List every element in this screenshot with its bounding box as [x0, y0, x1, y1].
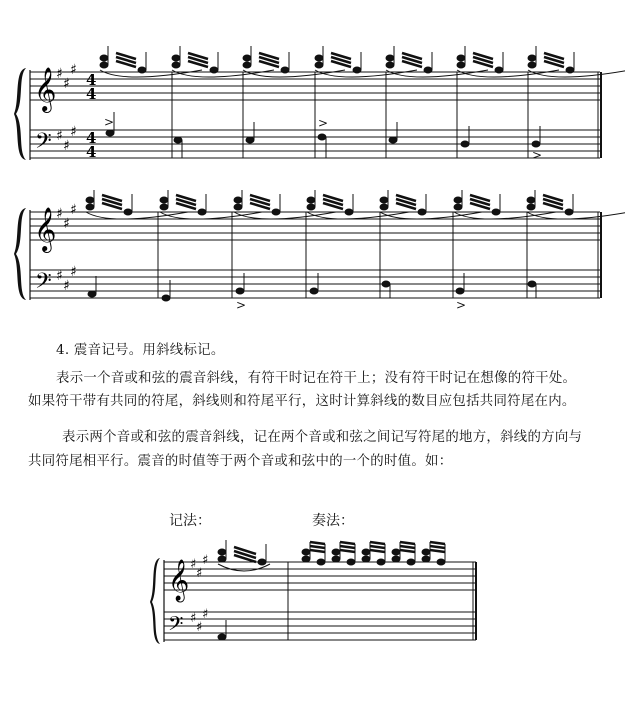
- svg-text:♯: ♯: [70, 124, 77, 140]
- svg-text:>: >: [532, 148, 543, 162]
- brace: [150, 558, 160, 644]
- key-signature-icon: [56, 62, 77, 154]
- score-system-1: [0, 30, 625, 200]
- svg-text:♯: ♯: [202, 607, 209, 622]
- svg-text:♯: ♯: [70, 62, 77, 78]
- svg-text:4: 4: [86, 129, 97, 147]
- svg-text:♯: ♯: [56, 206, 63, 222]
- bass-clef-icon: 𝄢: [35, 269, 52, 299]
- svg-text:>: >: [104, 115, 115, 129]
- svg-text:♯: ♯: [56, 268, 63, 284]
- svg-text:>: >: [236, 298, 247, 312]
- svg-text:>: >: [456, 298, 467, 312]
- tremolo-figure: [454, 190, 556, 219]
- brace: [14, 208, 26, 300]
- tremolo-figure: [234, 190, 336, 219]
- svg-text:♯: ♯: [196, 620, 203, 635]
- performance-label: 奏法：: [312, 513, 354, 529]
- section-heading: 4. 震音记号。用斜线标记。: [56, 343, 225, 358]
- bass-clef-icon: 𝄢: [35, 129, 52, 159]
- key-signature-icon: [190, 553, 208, 635]
- svg-text:>: >: [318, 116, 329, 130]
- paragraph-1-line-2: 如果符干带有共同的符尾，斜线则和符尾平行，这时计算斜线的数目应包括共同符尾在内。: [28, 394, 576, 409]
- paragraph-1-line-1: 表示一个音或和弦的震音斜线，有符干时记在符干上；没有符干时记在想像的符干处。: [56, 371, 577, 386]
- svg-text:♯: ♯: [70, 202, 77, 218]
- key-signature-icon: [56, 202, 77, 294]
- brace: [14, 68, 26, 160]
- svg-text:4: 4: [86, 71, 97, 89]
- treble-clef-icon: 𝄞: [34, 67, 57, 111]
- svg-text:♯: ♯: [196, 566, 203, 581]
- treble-clef-icon: 𝄞: [34, 207, 57, 251]
- paragraph-2-line-2: 共同符尾相平行。震音的时值等于两个音或和弦中的一个的时值。如：: [28, 454, 453, 469]
- svg-text:♯: ♯: [70, 264, 77, 280]
- treble-clef-icon: 𝄞: [168, 560, 190, 601]
- notation-label: 记法：: [169, 513, 211, 529]
- tremolo-figure: [160, 190, 262, 219]
- svg-text:♯: ♯: [190, 557, 197, 572]
- svg-text:♯: ♯: [63, 216, 70, 232]
- svg-text:♯: ♯: [63, 138, 70, 154]
- tremolo-figure: [86, 190, 188, 219]
- score-example: [0, 530, 625, 660]
- svg-text:4: 4: [86, 85, 97, 103]
- svg-text:♯: ♯: [190, 611, 197, 626]
- svg-text:♯: ♯: [56, 128, 63, 144]
- svg-text:4: 4: [86, 143, 97, 161]
- bass-clef-icon: 𝄢: [168, 612, 184, 640]
- svg-text:♯: ♯: [202, 553, 209, 568]
- score-system-2: [0, 190, 625, 320]
- svg-text:♯: ♯: [63, 278, 70, 294]
- svg-text:♯: ♯: [63, 76, 70, 92]
- svg-text:♯: ♯: [56, 66, 63, 82]
- paragraph-2-line-1: 表示两个音或和弦的震音斜线，记在两个音或和弦之间记写符尾的地方，斜线的方向与: [62, 430, 583, 445]
